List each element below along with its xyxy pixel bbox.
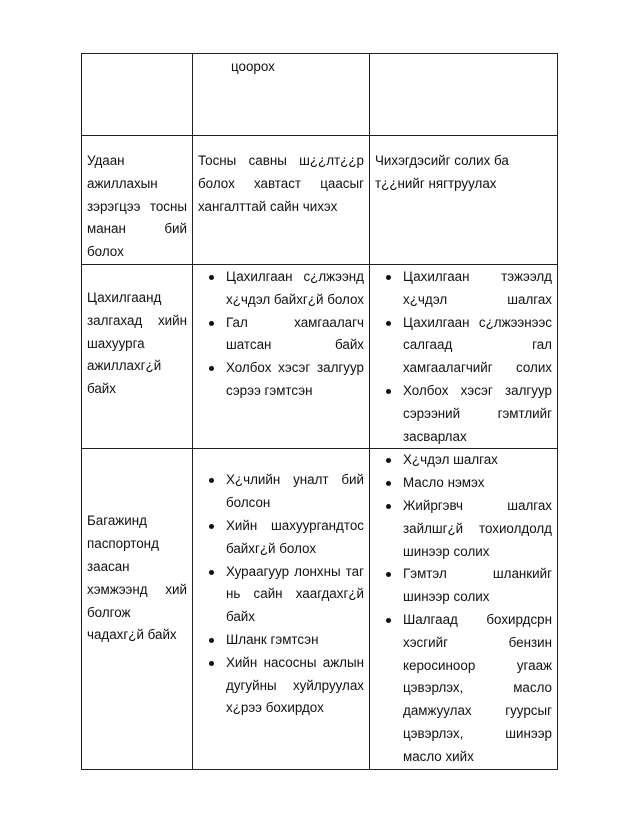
fault-table — [81, 53, 558, 770]
symptom-list — [198, 469, 364, 720]
list-item: Хийн шахуургандтос байхг¿й болох — [226, 515, 364, 561]
remedy-cell — [370, 136, 558, 265]
list-item: Холбох хэсэг залгуур сэрээний гэмтлийг засварлах — [403, 380, 552, 448]
list-item: Гэмтэл шланкийг шинээр солих — [403, 563, 552, 609]
list-item: Х¿чдэл шалгах — [403, 449, 552, 472]
symptom-cell — [193, 136, 370, 265]
list-item: Цахилгаан с¿лжээнд х¿чдэл байхг¿й болох — [226, 266, 364, 312]
remedy-cell — [370, 449, 558, 769]
symptom-cell: цоорох — [193, 54, 370, 136]
symptom-cell — [193, 449, 370, 769]
remedy-cell — [370, 54, 558, 136]
list-item: Цахилгаан тэжээлд х¿чдэл шалгах — [403, 266, 552, 312]
list-item: Хийн насосны ажлын дугуйны хуйлруулах х¿рээ бохирдох — [226, 652, 364, 720]
list-item: Холбох хэсэг залгуур сэрээ гэмтсэн — [226, 357, 364, 403]
cause-cell — [82, 54, 193, 136]
cell-text: Тосны савны ш¿¿лт¿¿р болох хавтаст цаасыг хангалттай сайн чихэх — [198, 153, 364, 214]
list-item: Жийргэвч шалгах зайлшг¿й тохиолдолд шинээр солих — [403, 495, 552, 563]
cell-text: Чихэгдэсийг солих ба т¿¿нийг нягтруулах — [375, 153, 509, 191]
table-row — [82, 136, 558, 265]
list-item: Шланк гэмтсэн — [226, 629, 364, 652]
list-item: Х¿члийн уналт бий болсон — [226, 469, 364, 515]
symptom-list — [198, 266, 364, 403]
cell-text: Цахилгаанд залгахад хийн шахуурга ажиллахг¿й байх — [87, 289, 187, 397]
list-item: Шалгаад бохирдсрн хэсгийг бензин керосиноор угааж цэвэрлэх, масло дамжуулах гуурсыг цэвэрлэх, шинээр масло хийх — [403, 609, 552, 769]
list-item: Масло нэмэх — [403, 472, 552, 495]
table-row — [82, 449, 558, 769]
remedy-list — [375, 449, 552, 768]
cell-text: Удаан ажиллахын зэрэгцээ тосны манан бий болох — [87, 153, 187, 260]
list-item: Хураагуур лонхны таг нь сайн хаагдахг¿й байх — [226, 561, 364, 629]
cause-cell — [82, 449, 193, 769]
cause-cell — [82, 264, 193, 448]
list-item: Гал хамгаалагч шатсан байх — [226, 312, 364, 358]
cell-text: Багажинд паспортонд заасан хэмжээнд хий болгож чадахг¿й байх — [87, 513, 187, 643]
table-row — [82, 264, 558, 448]
remedy-cell — [370, 264, 558, 448]
symptom-cell — [193, 264, 370, 448]
cause-cell — [82, 136, 193, 265]
list-item: Цахилгаан с¿лжээнээс салгаад гал хамгаалагчийг солих — [403, 312, 552, 380]
table-row — [82, 54, 558, 136]
remedy-list — [375, 266, 552, 448]
